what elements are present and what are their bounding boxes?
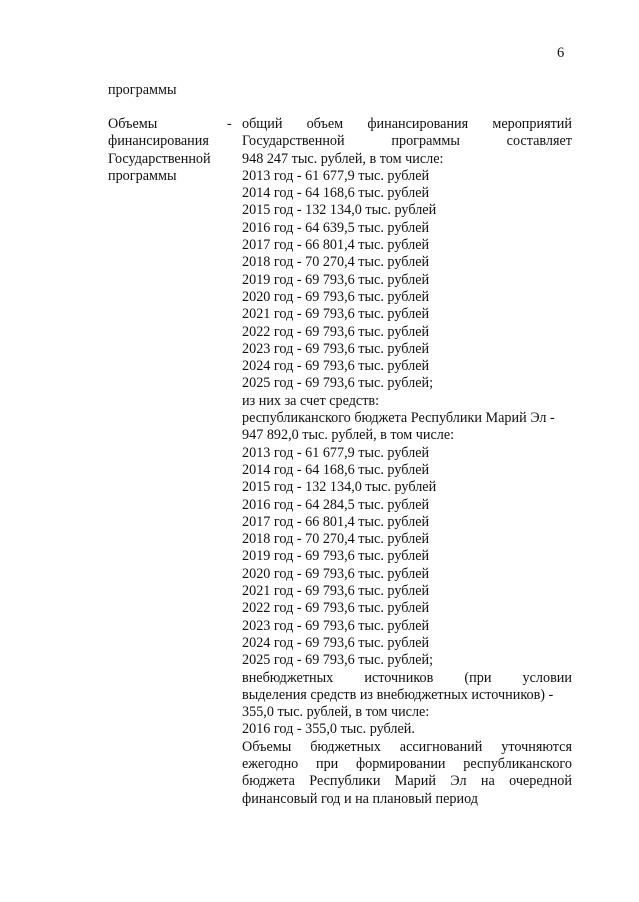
page-number: 6 xyxy=(557,45,565,61)
content-line: 2022 год - 69 793,6 тыс. рублей xyxy=(242,600,430,617)
content-line: 2025 год - 69 793,6 тыс. рублей; xyxy=(242,375,434,392)
content-line: из них за счет средств: xyxy=(242,392,380,409)
content-line: внебюджетных источников (при условии xyxy=(242,669,572,686)
content-line: 947 892,0 тыс. рублей, в том числе: xyxy=(242,427,455,444)
content-line: 2018 год - 70 270,4 тыс. рублей xyxy=(242,531,430,548)
content-line: 2017 год - 66 801,4 тыс. рублей xyxy=(242,513,430,530)
row-label-line: Государственной xyxy=(108,150,211,167)
row-content xyxy=(242,116,572,808)
content-line: выделения средств из внебюджетных источников) - xyxy=(242,686,554,703)
content-line: 2021 год - 69 793,6 тыс. рублей xyxy=(242,583,430,600)
content-line: 2019 год - 69 793,6 тыс. рублей xyxy=(242,271,430,288)
content-line: 2016 год - 64 284,5 тыс. рублей xyxy=(242,496,430,513)
content-line: 2015 год - 132 134,0 тыс. рублей xyxy=(242,479,437,496)
content-line: 2014 год - 64 168,6 тыс. рублей xyxy=(242,461,430,478)
content-line: финансовый год и на плановый период xyxy=(242,790,479,807)
content-line: 2017 год - 66 801,4 тыс. рублей xyxy=(242,237,430,254)
content-line: Объемы бюджетных ассигнований уточняются xyxy=(242,738,572,755)
content-line: 948 247 тыс. рублей, в том числе: xyxy=(242,150,444,167)
content-line: 2024 год - 69 793,6 тыс. рублей xyxy=(242,634,430,651)
content-line: 2014 год - 64 168,6 тыс. рублей xyxy=(242,185,430,202)
content-line: 2016 год - 64 639,5 тыс. рублей xyxy=(242,219,430,236)
previous-row-label-tail: программы xyxy=(108,82,177,98)
content-line: 355,0 тыс. рублей, в том числе: xyxy=(242,704,430,721)
content-line: республиканского бюджета Республики Марий Эл - xyxy=(242,410,555,427)
content-line: 2023 год - 69 793,6 тыс. рублей xyxy=(242,617,430,634)
content-line: 2019 год - 69 793,6 тыс. рублей xyxy=(242,548,430,565)
row-label-line: программы xyxy=(108,167,177,184)
separator-dash: - xyxy=(227,116,232,132)
content-line: 2013 год - 61 677,9 тыс. рублей xyxy=(242,167,430,184)
content-line: 2016 год - 355,0 тыс. рублей. xyxy=(242,721,415,738)
content-line: 2024 год - 69 793,6 тыс. рублей xyxy=(242,358,430,375)
content-line: бюджета Республики Марий Эл на очередной xyxy=(242,773,572,790)
content-line: 2013 год - 61 677,9 тыс. рублей xyxy=(242,444,430,461)
content-line: 2020 год - 69 793,6 тыс. рублей xyxy=(242,288,430,305)
content-line: 2018 год - 70 270,4 тыс. рублей xyxy=(242,254,430,271)
content-line: ежегодно при формировании республиканского xyxy=(242,755,572,772)
content-line: Государственной программы составляет xyxy=(242,133,572,150)
row-label-line: финансирования xyxy=(108,133,209,150)
content-line: 2021 год - 69 793,6 тыс. рублей xyxy=(242,306,430,323)
row-label xyxy=(108,116,223,185)
content-line: 2015 год - 132 134,0 тыс. рублей xyxy=(242,202,437,219)
content-line: 2023 год - 69 793,6 тыс. рублей xyxy=(242,340,430,357)
content-line: 2025 год - 69 793,6 тыс. рублей; xyxy=(242,652,434,669)
content-line: 2020 год - 69 793,6 тыс. рублей xyxy=(242,565,430,582)
content-line: общий объем финансирования мероприятий xyxy=(242,116,572,132)
content-line: 2022 год - 69 793,6 тыс. рублей xyxy=(242,323,430,340)
row-label-line: Объемы xyxy=(108,116,158,132)
